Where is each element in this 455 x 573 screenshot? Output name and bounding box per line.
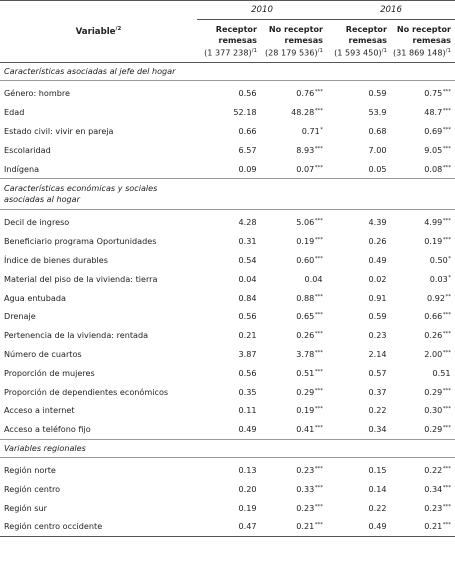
value-cell: 0.29*** — [424, 424, 451, 435]
row-label: Edad — [4, 107, 25, 118]
significance-marker: *** — [314, 368, 323, 375]
table-row — [0, 122, 455, 141]
section-heading: Características económicas y sociales asociadas al hogar — [0, 178, 455, 209]
column-header-3: Receptor remesas (1 593 450)$^{/1}$ — [327, 20, 391, 63]
value-cell: 0.20 — [238, 483, 257, 494]
significance-marker: *** — [442, 312, 451, 319]
significance-marker: *** — [442, 164, 451, 171]
significance-marker: *** — [314, 312, 323, 319]
value-cell: 2.14 — [368, 348, 387, 359]
significance-marker: *** — [314, 387, 323, 394]
value-cell: 0.15 — [368, 464, 387, 475]
value-cell: 0.37 — [368, 386, 387, 397]
row-label: Acceso a teléfono fijo — [4, 424, 91, 435]
value-cell: 4.28 — [238, 217, 257, 228]
value-cell: 0.33*** — [296, 483, 323, 494]
table-row — [0, 457, 455, 479]
row-label: Material del piso de la vivienda: tierra — [4, 273, 158, 284]
value-cell: 0.26*** — [296, 330, 323, 341]
value-cell: 4.99*** — [424, 217, 451, 228]
value-cell: 0.75*** — [424, 88, 451, 99]
row-label: Beneficiario programa Oportunidades — [4, 236, 157, 247]
value-cell: 0.23*** — [296, 502, 323, 513]
row-label: Proporción de mujeres — [4, 367, 95, 378]
row-label: Proporción de dependientes económicos — [4, 386, 169, 397]
value-cell: 0.30*** — [424, 405, 451, 416]
value-cell: 2.00*** — [424, 348, 451, 359]
table-row — [0, 251, 455, 270]
value-cell: 0.47 — [197, 517, 261, 536]
value-cell: 0.56 — [238, 311, 257, 322]
significance-marker: *** — [314, 465, 323, 472]
value-cell: 0.03* — [429, 273, 451, 284]
row-label: Indígena — [4, 163, 40, 174]
row-label: Región centro — [4, 483, 61, 494]
row-label: Número de cuartos — [4, 348, 82, 359]
row-label: Escolaridad — [4, 144, 51, 155]
value-cell: 0.41*** — [296, 424, 323, 435]
value-cell: 0.84 — [238, 292, 257, 303]
value-cell: 0.29*** — [296, 386, 323, 397]
value-cell: 3.78*** — [296, 348, 323, 359]
significance-marker: *** — [314, 406, 323, 413]
variable-column-header: Variable$^{/2}$ — [0, 1, 197, 63]
significance-marker: *** — [442, 145, 451, 152]
significance-marker: * — [448, 255, 451, 262]
value-cell: 0.23*** — [424, 502, 451, 513]
row-label: Región centro occidente — [0, 517, 197, 536]
column-header-4: No receptor remesas (31 869 148)$^{/1}$ — [391, 20, 455, 63]
year-2016-header: 2016 — [327, 1, 455, 20]
table-row — [0, 401, 455, 420]
row-label: Región sur — [4, 502, 47, 513]
table-row — [0, 420, 455, 439]
value-cell: 0.11 — [238, 405, 257, 416]
significance-marker: ** — [445, 293, 451, 300]
value-cell: 0.21 — [238, 330, 257, 341]
value-cell: 0.91 — [368, 292, 387, 303]
row-label: Región norte — [4, 464, 56, 475]
value-cell: 0.49 — [238, 424, 257, 435]
value-cell: 0.04 — [238, 273, 257, 284]
value-cell: 0.31 — [238, 236, 257, 247]
value-cell: 0.51*** — [296, 367, 323, 378]
value-cell: 0.26*** — [424, 330, 451, 341]
table-row — [0, 81, 455, 103]
significance-marker: *** — [314, 145, 323, 152]
significance-marker: *** — [442, 349, 451, 356]
value-cell: 6.57 — [238, 144, 257, 155]
table-row — [0, 517, 455, 536]
significance-marker: *** — [314, 522, 323, 529]
value-cell: 0.22 — [368, 502, 387, 513]
value-cell: 0.19*** — [296, 236, 323, 247]
table-row — [0, 363, 455, 382]
table-row — [0, 269, 455, 288]
significance-marker: *** — [442, 237, 451, 244]
significance-marker: *** — [442, 331, 451, 338]
value-cell: 0.49 — [368, 254, 387, 265]
value-cell: 0.13 — [238, 464, 257, 475]
significance-marker: *** — [442, 89, 451, 96]
value-cell: 0.66*** — [424, 311, 451, 322]
value-cell: 48.28*** — [291, 107, 323, 118]
row-label: Acceso a internet — [4, 405, 75, 416]
significance-marker: *** — [442, 387, 451, 394]
row-label: Estado civil: vivir en pareja — [4, 125, 114, 136]
significance-marker: *** — [314, 503, 323, 510]
value-cell: 0.59 — [368, 311, 387, 322]
table-row — [0, 140, 455, 159]
significance-marker: *** — [314, 349, 323, 356]
significance-marker: *** — [314, 164, 323, 171]
value-cell: 0.92** — [426, 292, 451, 303]
significance-marker: *** — [442, 108, 451, 115]
value-cell: 0.07*** — [296, 163, 323, 174]
table-row — [0, 288, 455, 307]
value-cell: 52.18 — [233, 107, 257, 118]
significance-marker: *** — [314, 237, 323, 244]
value-cell: 0.19 — [238, 502, 257, 513]
value-cell: 0.50* — [429, 254, 451, 265]
column-header-2: No receptor remesas (28 179 536)$^{/1}$ — [261, 20, 327, 63]
value-cell: 0.29*** — [424, 386, 451, 397]
significance-marker: *** — [442, 484, 451, 491]
value-cell: 0.35 — [238, 386, 257, 397]
value-cell: 0.66 — [238, 125, 257, 136]
row-label: Pertenencia de la vivienda: rentada — [4, 330, 149, 341]
significance-marker: *** — [314, 89, 323, 96]
significance-marker: *** — [442, 522, 451, 529]
value-cell: 3.87 — [238, 348, 257, 359]
year-2010-header: 2010 — [197, 1, 327, 20]
table-row — [0, 345, 455, 364]
value-cell: 0.76*** — [296, 88, 323, 99]
value-cell: 5.06*** — [296, 217, 323, 228]
value-cell: 48.7*** — [424, 107, 451, 118]
significance-marker: *** — [442, 425, 451, 432]
value-cell: 0.09 — [238, 163, 257, 174]
significance-marker: *** — [442, 218, 451, 225]
row-label: Índice de bienes durables — [4, 254, 108, 265]
table-row — [0, 232, 455, 251]
value-cell: 0.56 — [238, 367, 257, 378]
value-cell: 0.04 — [304, 273, 323, 284]
value-cell: 9.05*** — [424, 144, 451, 155]
row-label: Agua entubada — [4, 292, 66, 303]
value-cell: 0.68 — [368, 125, 387, 136]
table-row — [0, 103, 455, 122]
value-cell: 0.88*** — [296, 292, 323, 303]
table-row — [0, 382, 455, 401]
table-row — [0, 479, 455, 498]
section-heading: Variables regionales — [0, 439, 455, 457]
value-cell: 7.00 — [368, 144, 387, 155]
value-cell: 0.65*** — [296, 311, 323, 322]
value-cell: 0.19*** — [296, 405, 323, 416]
significance-marker: *** — [442, 126, 451, 133]
value-cell: 0.19*** — [424, 236, 451, 247]
value-cell: 0.57 — [368, 367, 387, 378]
significance-marker: *** — [442, 406, 451, 413]
row-label: Género: hombre — [4, 88, 70, 99]
value-cell: 0.54 — [238, 254, 257, 265]
table-row — [0, 307, 455, 326]
significance-marker: *** — [314, 425, 323, 432]
table-row — [0, 209, 455, 231]
value-cell: 0.05 — [368, 163, 387, 174]
significance-marker: *** — [314, 255, 323, 262]
significance-marker: *** — [442, 465, 451, 472]
section-heading: Características asociadas al jefe del hogar — [0, 63, 455, 81]
significance-marker: *** — [314, 108, 323, 115]
table-row — [0, 326, 455, 345]
value-cell: 0.22*** — [424, 464, 451, 475]
value-cell: 4.39 — [368, 217, 387, 228]
value-cell: 0.59 — [368, 88, 387, 99]
column-header-1: Receptor remesas (1 377 238)$^{/1}$ — [197, 20, 261, 63]
value-cell: 0.23 — [368, 330, 387, 341]
significance-marker: *** — [314, 218, 323, 225]
value-cell: 0.56 — [238, 88, 257, 99]
value-cell: 0.14 — [368, 483, 387, 494]
value-cell: 53.9 — [368, 107, 387, 118]
value-cell: 0.51 — [432, 367, 451, 378]
value-cell: 0.34 — [368, 424, 387, 435]
value-cell: 0.34*** — [424, 483, 451, 494]
significance-marker: * — [320, 126, 323, 133]
value-cell: 0.21*** — [261, 517, 327, 536]
value-cell: 0.69*** — [424, 125, 451, 136]
row-label: Drenaje — [4, 311, 36, 322]
significance-marker: *** — [442, 503, 451, 510]
table-row — [0, 159, 455, 178]
value-cell: 0.26 — [368, 236, 387, 247]
value-cell: 0.21*** — [391, 517, 455, 536]
value-cell: 8.93*** — [296, 144, 323, 155]
value-cell: 0.08*** — [424, 163, 451, 174]
row-label: Decil de ingreso — [4, 217, 70, 228]
table-row — [0, 498, 455, 517]
significance-marker: *** — [314, 484, 323, 491]
significance-marker: * — [448, 274, 451, 281]
value-cell: 0.60*** — [296, 254, 323, 265]
value-cell: 0.23*** — [296, 464, 323, 475]
significance-marker: *** — [314, 293, 323, 300]
value-cell: 0.49 — [327, 517, 391, 536]
significance-marker: *** — [314, 331, 323, 338]
value-cell: 0.22 — [368, 405, 387, 416]
value-cell: 0.71* — [301, 125, 323, 136]
value-cell: 0.02 — [368, 273, 387, 284]
